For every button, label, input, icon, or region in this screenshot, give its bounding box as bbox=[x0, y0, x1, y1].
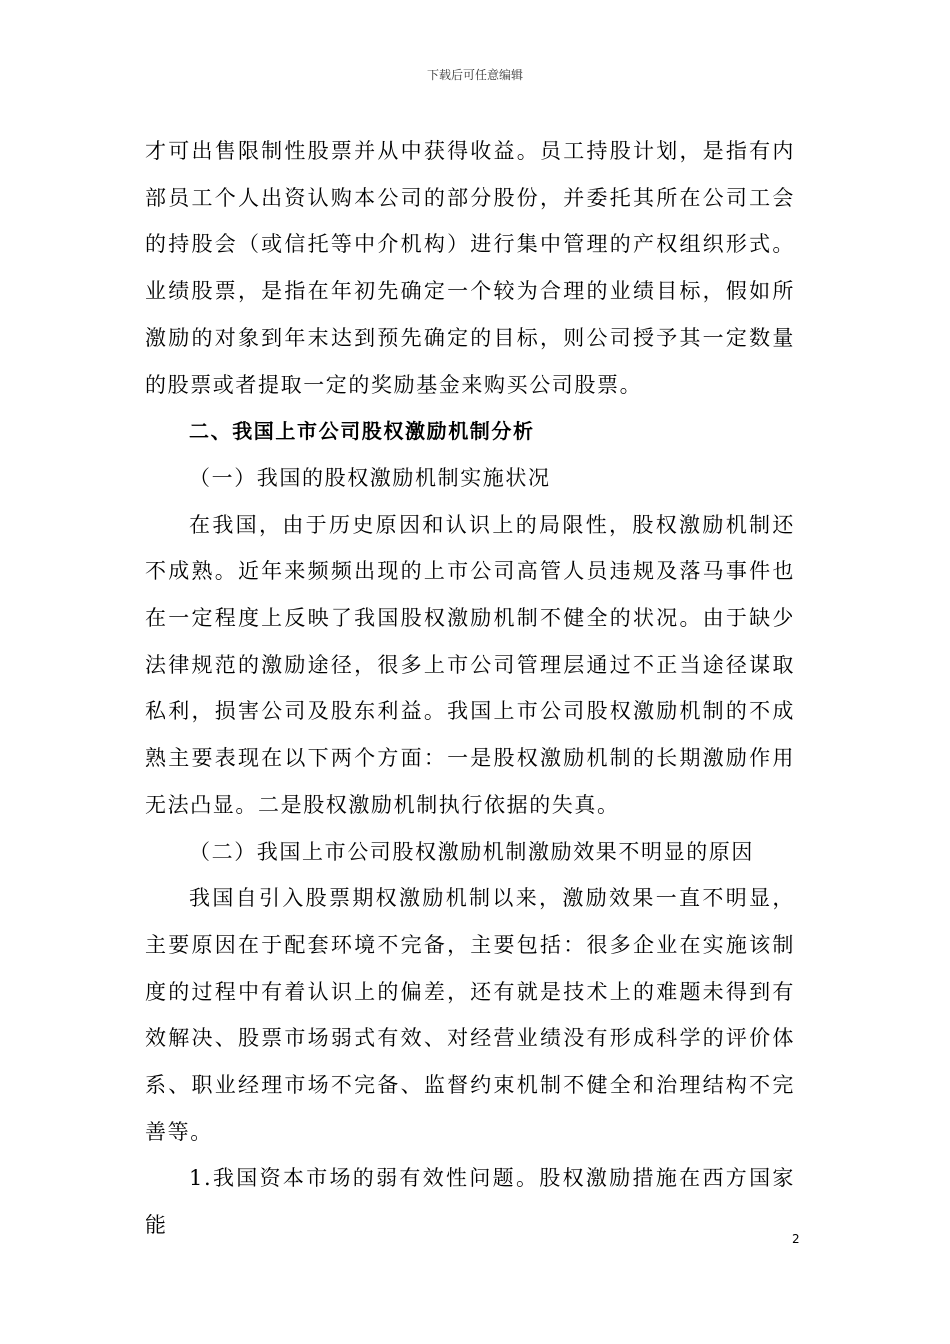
paragraph-implementation-status: 在我国，由于历史原因和认识上的局限性，股权激励机制还不成熟。近年来频频出现的上市公司高管人员违规及落马事件也在一定程度上反映了我国股权激励机制不健全的状况。由于缺少法律规范的激励途径，很多上市公司管理层通过不正当途径谋取私利，损害公司及股东利益。我国上市公司股权激励机制的不成熟主要表现在以下两个方面：一是股权激励机制的长期激励作用无法凸显。二是股权激励机制执行依据的失真。 bbox=[145, 512, 795, 817]
paragraph-reasons: 我国自引入股票期权激励机制以来，激励效果一直不明显，主要原因在于配套环境不完备，主要包括：很多企业在实施该制度的过程中有着认识上的偏差，还有就是技术上的难题未得到有效解决、股票市场弱式有效、对经营业绩没有形成科学的评价体系、职业经理市场不完备、监督约束机制不健全和治理结构不完善等。 bbox=[145, 886, 795, 1144]
subsection-heading-2-1: （一）我国的股权激励机制实施状况 bbox=[189, 465, 551, 490]
section-heading-2: 二、我国上市公司股权激励机制分析 bbox=[189, 419, 535, 444]
page-header-note: 下载后可任意编辑 bbox=[426, 68, 523, 82]
page-number: 2 bbox=[792, 1232, 800, 1246]
paragraph-capital-market: 1.我国资本市场的弱有效性问题。股权激励措施在西方国家能 bbox=[145, 1166, 795, 1238]
document-body bbox=[145, 128, 795, 1249]
paragraph-continuation: 才可出售限制性股票并从中获得收益。员工持股计划，是指有内部员工个人出资认购本公司的部分股份，并委托其所在公司工会的持股会（或信托等中介机构）进行集中管理的产权组织形式。业绩股票，是指在年初先确定一个较为合理的业绩目标，假如所激励的对象到年末达到预先确定的目标，则公司授予其一定数量的股票或者提取一定的奖励基金来购买公司股票。 bbox=[145, 139, 795, 397]
subsection-heading-2-2: （二）我国上市公司股权激励机制激励效果不明显的原因 bbox=[189, 839, 754, 864]
